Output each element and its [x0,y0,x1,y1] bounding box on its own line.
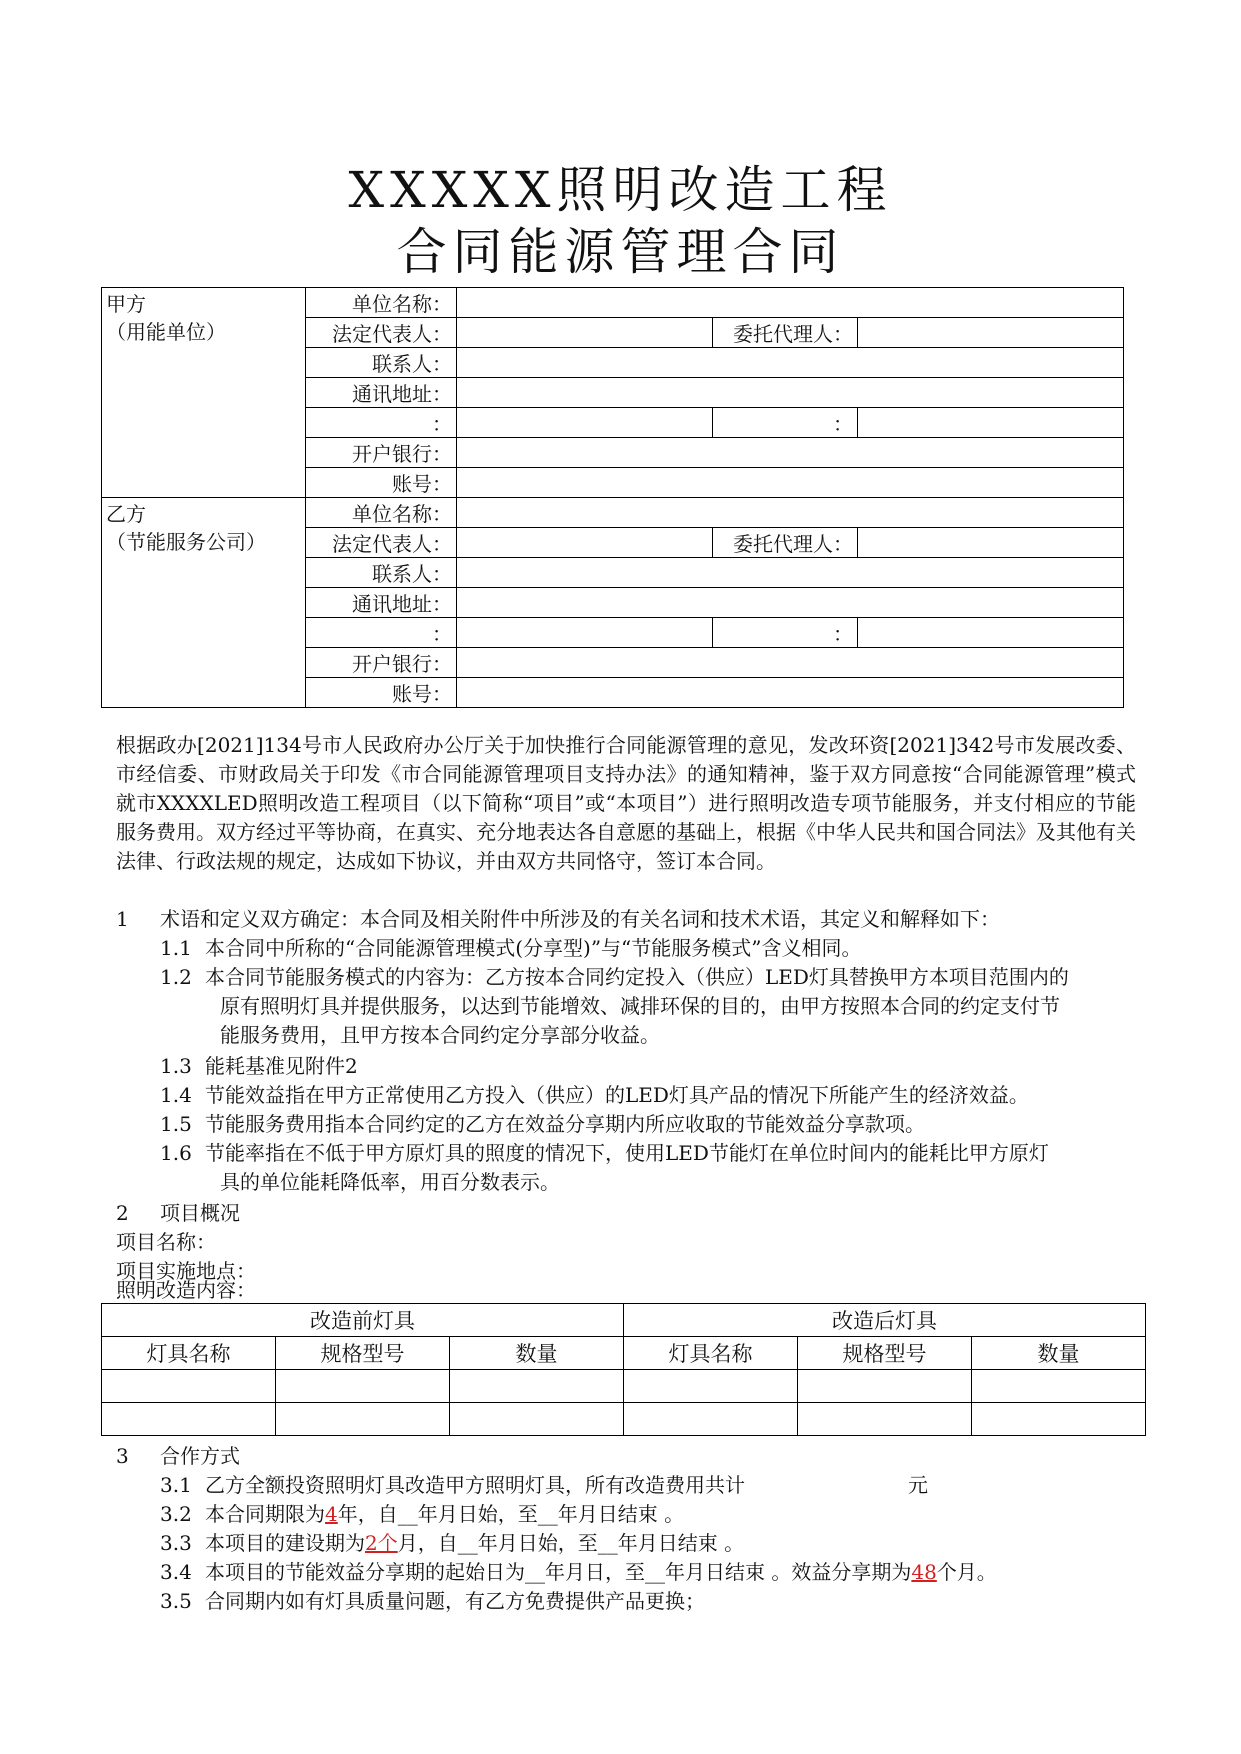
title-line-1: XXXXX照明改造工程 [348,161,893,219]
party-a-agent-field[interactable] [858,318,1124,348]
item-1-1-number: 1.1 [160,936,192,960]
contract-term-value: 4 [325,1502,338,1526]
item-3-2-text [205,1500,684,1529]
table-cell[interactable] [276,1403,450,1436]
party-a-agent-label: 委托代理人： [713,318,858,348]
item-3-4-text [205,1558,997,1587]
party-a-colon-label-1: ： [306,408,457,438]
party-a-extra-field-1[interactable] [457,408,713,438]
table-cell[interactable] [450,1403,624,1436]
table-cell[interactable] [972,1370,1146,1403]
item-1-6-text-line-2: 具的单位能耗降低率，用百分数表示。 [220,1170,560,1194]
section-3-heading: 合作方式 [160,1444,240,1468]
party-b-role: （节能服务公司） [106,530,266,554]
item-3-1-unit: 元 [908,1473,928,1497]
table-cell[interactable] [798,1403,972,1436]
item-1-2-text-line-3: 能服务费用，且甲方按本合同约定分享部分收益。 [220,1023,660,1047]
party-a-unit-label: 单位名称： [306,288,457,318]
item-3-3-text-a: 本项目的建设期为 [205,1531,365,1555]
item-1-6-text-line-1: 节能率指在不低于甲方原灯具的照度的情况下，使用LED节能灯在单位时间内的能耗比甲方原灯 [205,1141,1049,1165]
party-a-account-field[interactable] [457,468,1124,498]
lamp-col-qty-before: 数量 [450,1337,624,1370]
party-a-cell [102,288,306,498]
party-a-colon-label-2: ： [713,408,858,438]
lamp-table-after-header: 改造后灯具 [624,1304,1146,1337]
party-b-bank-label: 开户银行： [306,648,457,678]
party-b-cell [102,498,306,708]
item-1-5-text: 节能服务费用指本合同约定的乙方在效益分享期内所应收取的节能效益分享款项。 [205,1112,925,1136]
party-b-account-field[interactable] [457,678,1124,708]
table-row [102,1370,1146,1403]
party-a-legal-field[interactable] [457,318,713,348]
intro-paragraph: 根据政办[2021]134号市人民政府办公厅关于加快推行合同能源管理的意见，发改环资[2021]342号市发展改委、市经信委、市财政局关于印发《市合同能源管理项目支持办法》的通知精神，鉴于双方同意按“合同能源管理”模式就市XXXXLED照明改造工程项目（以下简称“项目”或“本项目”）进行照明改造专项节能服务，并支付相应的节能服务费用。双方经过平等协商，在真实、充分地表达各自意愿的基础上，根据《中华人民共和国合同法》及其他有关法律、行政法规的规定，达成如下协议，并由双方共同恪守，签订本合同。 [116,733,1136,873]
table-row [102,1403,1146,1436]
item-3-5-text: 合同期内如有灯具质量问题，有乙方免费提供产品更换； [205,1589,705,1613]
item-3-4-text-b: 个月。 [936,1560,997,1584]
party-b-unit-field[interactable] [457,498,1124,528]
item-1-4-number: 1.4 [160,1083,192,1107]
party-a-account-label: 账号： [306,468,457,498]
section-2-heading: 项目概况 [160,1201,240,1225]
item-3-3-text-b: 月，自__年月日始，至__年月日结束 。 [397,1531,745,1555]
lamp-col-name-after: 灯具名称 [624,1337,798,1370]
item-3-1-text: 乙方全额投资照明灯具改造甲方照明灯具，所有改造费用共计 [205,1473,745,1497]
party-a-contact-field[interactable] [457,348,1124,378]
party-a-legal-label: 法定代表人： [306,318,457,348]
party-b-legal-label: 法定代表人： [306,528,457,558]
party-b-legal-field[interactable] [457,528,713,558]
party-b-name: 乙方 [106,502,146,526]
lamp-table-before-header: 改造前灯具 [102,1304,624,1337]
title-line-2: 合同能源管理合同 [396,223,845,281]
item-3-2-number: 3.2 [160,1502,192,1526]
item-1-2-number: 1.2 [160,965,192,989]
party-a-contact-label: 联系人： [306,348,457,378]
project-site-label: 项目实施地点： [116,1259,256,1283]
item-3-1-number: 3.1 [160,1473,192,1497]
party-a-bank-label: 开户银行： [306,438,457,468]
item-1-3-text: 能耗基准见附件2 [205,1054,358,1078]
item-3-2-text-a: 本合同期限为 [205,1502,325,1526]
table-cell[interactable] [276,1370,450,1403]
table-cell[interactable] [450,1370,624,1403]
party-a-address-label: 通讯地址： [306,378,457,408]
item-1-2-text-line-1: 本合同节能服务模式的内容为：乙方按本合同约定投入（供应）LED灯具替换甲方本项目范围内的 [205,965,1069,989]
table-cell[interactable] [102,1403,276,1436]
party-b-agent-field[interactable] [858,528,1124,558]
party-a-extra-field-2[interactable] [858,408,1124,438]
table-cell[interactable] [624,1403,798,1436]
construction-period-value: 2个 [365,1531,398,1555]
item-3-5-number: 3.5 [160,1589,192,1613]
party-b-address-field[interactable] [457,588,1124,618]
item-1-1-text: 本合同中所称的“合同能源管理模式(分享型)”与“节能服务模式”含义相同。 [205,936,862,960]
party-b-unit-label: 单位名称： [306,498,457,528]
lamp-col-qty-after: 数量 [972,1337,1146,1370]
parties-table [101,287,1124,708]
project-name-label: 项目名称： [116,1230,216,1254]
item-3-3-text [205,1529,744,1558]
table-cell[interactable] [798,1370,972,1403]
item-1-5-number: 1.5 [160,1112,192,1136]
lamp-col-spec-after: 规格型号 [798,1337,972,1370]
item-1-6-number: 1.6 [160,1141,192,1165]
item-1-4-text: 节能效益指在甲方正常使用乙方投入（供应）的LED灯具产品的情况下所能产生的经济效益。 [205,1083,1029,1107]
section-1-number: 1 [116,907,129,931]
party-a-bank-field[interactable] [457,438,1124,468]
party-a-name: 甲方 [106,292,146,316]
lighting-content-label: 照明改造内容： [116,1278,256,1302]
party-b-contact-label: 联系人： [306,558,457,588]
party-b-contact-field[interactable] [457,558,1124,588]
party-b-address-label: 通讯地址： [306,588,457,618]
party-b-bank-field[interactable] [457,648,1124,678]
party-a-address-field[interactable] [457,378,1124,408]
party-b-account-label: 账号： [306,678,457,708]
lamp-col-spec-before: 规格型号 [276,1337,450,1370]
table-cell[interactable] [972,1403,1146,1436]
item-3-2-text-b: 年，自__年月日始，至__年月日结束 。 [337,1502,685,1526]
sharing-period-value: 48 [911,1560,937,1584]
section-1-heading: 术语和定义双方确定：本合同及相关附件中所涉及的有关名词和技术术语，其定义和解释如下： [160,907,1000,931]
lamp-col-name-before: 灯具名称 [102,1337,276,1370]
item-3-3-number: 3.3 [160,1531,192,1555]
party-b-colon-label-2: ： [713,618,858,648]
party-b-extra-field-2[interactable] [858,618,1124,648]
party-b-extra-field-1[interactable] [457,618,713,648]
section-2-number: 2 [116,1201,129,1225]
party-b-colon-label-1: ： [306,618,457,648]
table-cell[interactable] [102,1370,276,1403]
table-cell[interactable] [624,1370,798,1403]
lamp-table [101,1303,1146,1436]
party-b-agent-label: 委托代理人： [713,528,858,558]
item-3-4-number: 3.4 [160,1560,192,1584]
party-a-role: （用能单位） [106,320,226,344]
item-3-4-text-a: 本项目的节能效益分享期的起始日为__年月日，至__年月日结束 。效益分享期为 [205,1560,912,1584]
item-1-3-number: 1.3 [160,1054,192,1078]
section-3-number: 3 [116,1444,129,1468]
party-a-unit-field[interactable] [457,288,1124,318]
item-1-2-text-line-2: 原有照明灯具并提供服务，以达到节能增效、减排环保的目的，由甲方按照本合同的约定支付节 [220,994,1060,1018]
